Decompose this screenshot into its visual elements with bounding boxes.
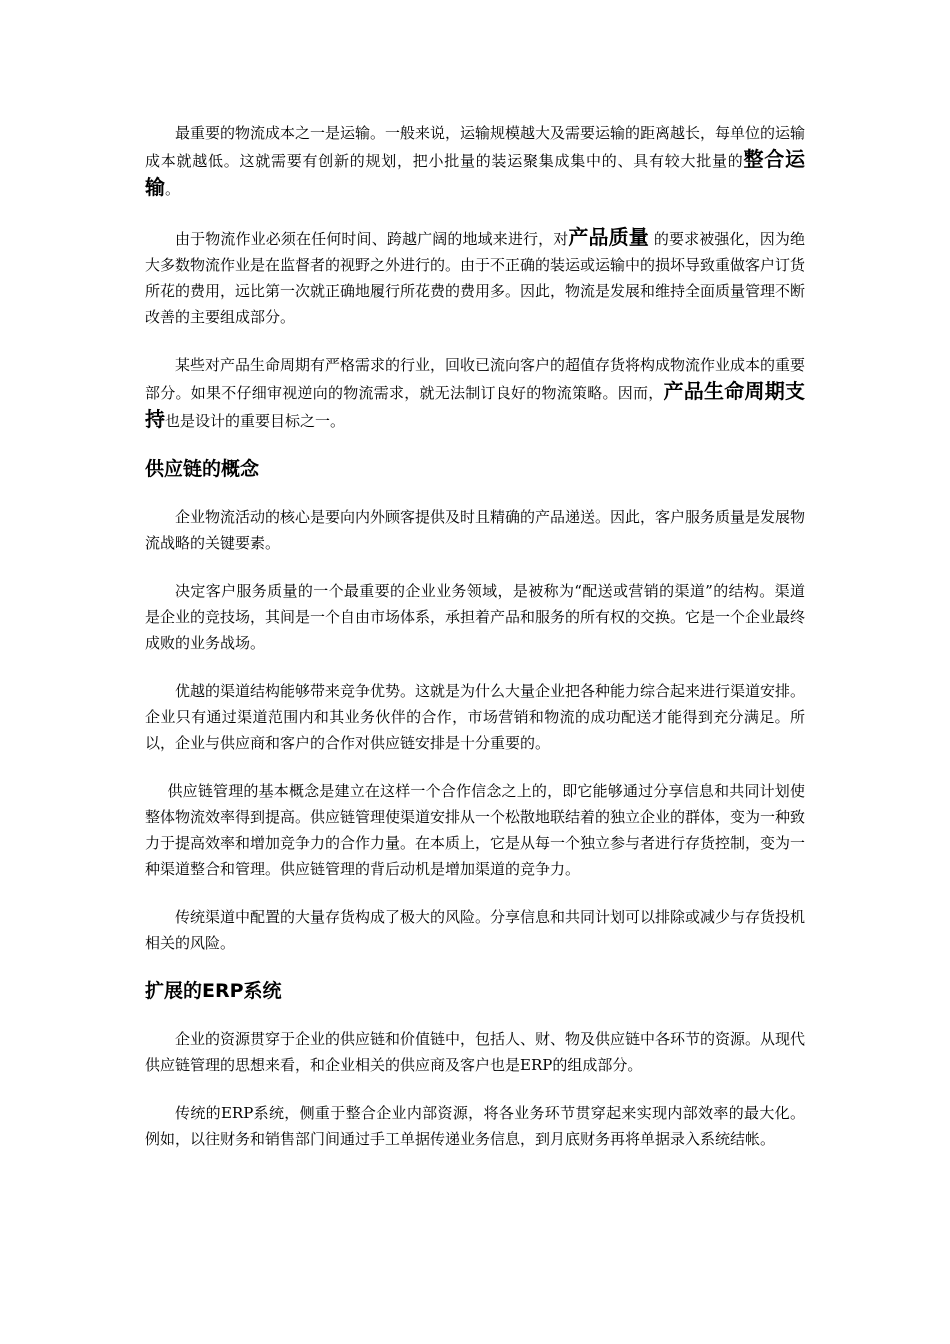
section-heading-supply-chain: 供应链的概念: [145, 458, 260, 480]
paragraph-inventory-risk: 传统渠道中配置的大量存货构成了极大的风险。分享信息和共同计划可以排除或减少与存货投机相关的风险。: [145, 908, 806, 952]
paragraph-channel-structure: 优越的渠道结构能够带来竞争优势。这就是为什么大量企业把各种能力综合起来进行渠道安排。企业只有通过渠道范围内和其业务伙伴的合作，市场营销和物流的成功配送才能得到充分满足。所以，企业与供应商和客户的合作对供应链安排是十分重要的。: [145, 682, 806, 752]
emphasis-lifecycle-support: 产品生命周期支持: [145, 379, 805, 431]
paragraph-text: 由于物流作业必须在任何时间、跨越广阔的地域来进行，对: [175, 230, 569, 248]
section-heading-extended-erp: 扩展的ERP系统: [145, 980, 282, 1002]
paragraph-lifecycle-support: [145, 352, 805, 434]
paragraph-distribution-channel: 决定客户服务质量的一个最重要的企业业务领域，是被称为“配送或营销的渠道”的结构。渠道是企业的竞技场，其间是一个自由市场体系，承担着产品和服务的所有权的交换。它是一个企业最终成败的业务战场。: [145, 582, 806, 652]
emphasis-product-quality: 产品质量: [568, 225, 649, 249]
emphasis-integrated-transport: 整合运输: [145, 147, 805, 199]
paragraph-customer-service: 企业物流活动的核心是要向内外顾客提供及时且精确的产品递送。因此，客户服务质量是发展物流战略的关键要素。: [145, 508, 806, 552]
paragraph-text: 最重要的物流成本之一是运输。一般来说，运输规模越大及需要运输的距离越长，每单位的运输成本就越低。这就需要有创新的规划，把小批量的装运聚集成集中的、具有较大批量的: [145, 124, 806, 170]
paragraph-text: 也是设计的重要目标之一。: [165, 412, 346, 430]
paragraph-scm-concept: 供应链管理的基本概念是建立在这样一个合作信念之上的，即它能够通过分享信息和共同计划使整体物流效率得到提高。供应链管理使渠道安排从一个松散地联结着的独立企业的群体，变为一种致力于提高效率和增加竞争力的合作力量。在本质上，它是从每一个独立参与者进行存货控制，变为一种渠道整合和管理。供应链管理的背后动机是增加渠道的竞争力。: [145, 782, 806, 878]
paragraph-text: 某些对产品生命周期有严格需求的行业，回收已流向客户的超值存货将构成物流作业成本的重要部分。如果不仔细审视逆向的物流需求，就无法制订良好的物流策略。因而，: [145, 356, 806, 402]
paragraph-product-quality: [145, 224, 805, 330]
paragraph-enterprise-resources: 企业的资源贯穿于企业的供应链和价值链中，包括人、财、物及供应链中各环节的资源。从现代供应链管理的思想来看，和企业相关的供应商及客户也是ERP的组成部分。: [145, 1030, 806, 1074]
paragraph-traditional-erp: 传统的ERP系统，侧重于整合企业内部资源，将各业务环节贯穿起来实现内部效率的最大化。例如，以往财务和销售部门间通过手工单据传递业务信息，到月底财务再将单据录入系统结帐。: [145, 1104, 805, 1148]
paragraph-text: 的要求被强化，因为绝大多数物流作业是在监督者的视野之外进行的。由于不正确的装运或运输中的损坏导致重做客户订货所花的费用，远比第一次就正确地履行所花费的费用多。因此，物流是发展和维持全面质量管理不断改善的主要组成部分。: [145, 230, 806, 326]
paragraph-text: 。: [165, 180, 181, 198]
paragraph-integrated-transport: [145, 120, 805, 202]
document-body: [145, 120, 805, 1174]
